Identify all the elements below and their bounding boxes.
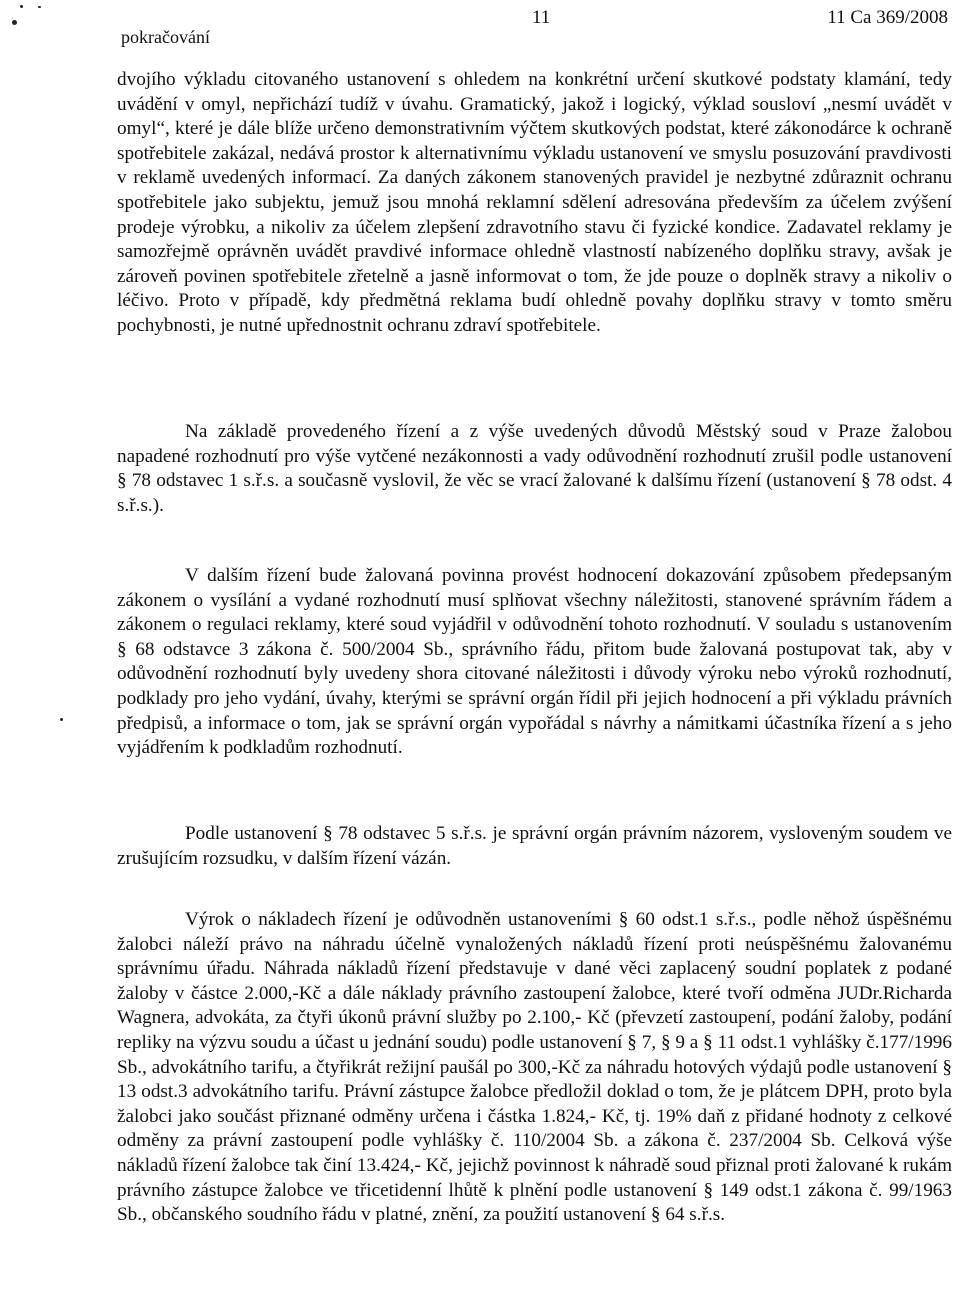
paragraph-text: dvojího výkladu citovaného ustanovení s ohledem na konkrétní určení skutkové podstaty klamání, tedy uvádění v omyl, nepřichází tudíž v úvahu. Gramatický, jakož i logický, výklad sousloví „nesmí uvádět v omyl“, které je dále blíže určeno demonstrativním výčtem skutkových podstat, které zákonodárce k ochraně spotřebitele zakázal, nedává prostor k alternativnímu výkladu ustanovení ve smyslu posuzování pravdivosti v reklamě uvedených informací. Za daných zákonem stanovených pravidel je nezbytné zdůraznit ochranu spotřebitele jako subjektu, jemuž jsou mnohá reklamní sdělení adresována především za účelem zvýšení prodeje výrobku, a nikoliv za účelem zlepšení zdravotního stavu či fyzické kondice. Zadavatel reklamy je samozřejmě oprávněn uvádět pravdivé informace ohledně vlastností nabízeného doplňku stravy, avšak je zároveň povinen spotřebitele zřetelně a jasně informovat o tom, že jde pouze o doplněk stravy a nikoliv o léčivo. Proto v případě, kdy předmětná reklama budí ohledně povahy doplňku stravy v tomto směru pochybnosti, je nutné upřednostnit ochranu zdraví spotřebitele. [117,69,952,336]
scan-speck [12,20,17,25]
scan-speck [60,718,63,721]
page-number: 11 [532,7,551,28]
scan-speck [38,6,41,8]
paragraph-text: V dalším řízení bude žalovaná povinna provést hodnocení dokazování způsobem předepsaným zákonem o vysílání a vydané rozhodnutí musí splňovat všechny náležitosti, stanovené správním řádem a zákonem o regulaci reklamy, které soud vyjádřil v odůvodnění tohoto rozhodnutí. V souladu s ustanovením § 68 odstavce 3 zákona č. 500/2004 Sb., správního řádu, přitom bude žalovaná postupovat tak, aby v odůvodnění rozhodnutí byly uvedeny shora citované náležitosti i důvody výroku nebo výroků rozhodnutí, podklady pro jeho vydání, úvahy, kterými se správní orgán řídil při jejich hodnocení a při výkladu právních předpisů, a informace o tom, jak se správní orgán vypořádal s návrhy a námitkami účastníka řízení a s jeho vyjádřením k podkladům rozhodnutí. [117,565,952,759]
paragraph-text: Podle ustanovení § 78 odstavec 5 s.ř.s. je správní orgán právním názorem, vysloveným soudem ve zrušujícím rozsudku, v dalším řízení vázán. [117,823,952,869]
paragraph-further-proceedings [117,564,952,761]
paragraph-costs [117,908,952,1228]
paragraph-binding-opinion [117,822,952,871]
paragraph-interpretation [117,68,952,339]
case-number: 11 Ca 369/2008 [827,7,948,28]
paragraph-annulment [117,420,952,518]
scan-speck [20,5,23,8]
paragraph-text: Na základě provedeného řízení a z výše uvedených důvodů Městský soud v Praze žalobou napadené rozhodnutí pro výše vytčené nezákonnosti a vady odůvodnění rozhodnutí zrušil podle ustanovení § 78 odstavec 1 s.ř.s. a současně vyslovil, že věc se vrací žalované k dalšímu řízení (ustanovení § 78 odst. 4 s.ř.s.). [117,421,952,516]
paragraph-text: Výrok o nákladech řízení je odůvodněn ustanoveními § 60 odst.1 s.ř.s., podle něhož úspěšnému žalobci náleží právo na náhradu účelně vynaložených nákladů řízení proti neúspěšnému žalovanému správnímu úřadu. Náhrada nákladů řízení představuje v dané věci zaplacený soudní poplatek z podané žaloby v částce 2.000,-Kč a dále náklady právního zastoupení žalobce, které tvoří odměna JUDr.Richarda Wagnera, advokáta, za čtyři úkonů právní služby po 2.100,- Kč (převzetí zastoupení, podání žaloby, podání repliky na výzvu soudu a účast u jednání soudu) podle ustanovení § 7, § 9 a § 11 odst.1 vyhlášky č.177/1996 Sb., advokátního tarifu, a čtyřikrát režijní paušál po 300,-Kč za náhradu hotových výdajů podle ustanovení § 13 odst.3 advokátního tarifu. Právní zástupce žalobce předložil doklad o tom, že je plátcem DPH, proto byla žalobci jako součást přiznané odměny určena i částka 1.824,- Kč, tj. 19% daň z přidané hodnoty z celkové odměny za právní zastoupení podle vyhlášky č. 110/2004 Sb. a zákona č. 237/2004 Sb. Celková výše nákladů řízení žalobce tak činí 13.424,- Kč, jejichž povinnost k náhradě soud přiznal proti žalované k rukám právního zástupce žalobce ve třicetidenní lhůtě k plnění podle ustanovení § 149 odst.1 zákona č. 99/1963 Sb., občanského soudního řádu v platné, znění, za použití ustanovení § 64 s.ř.s. [117,909,952,1226]
continuation-label: pokračování [121,27,210,47]
